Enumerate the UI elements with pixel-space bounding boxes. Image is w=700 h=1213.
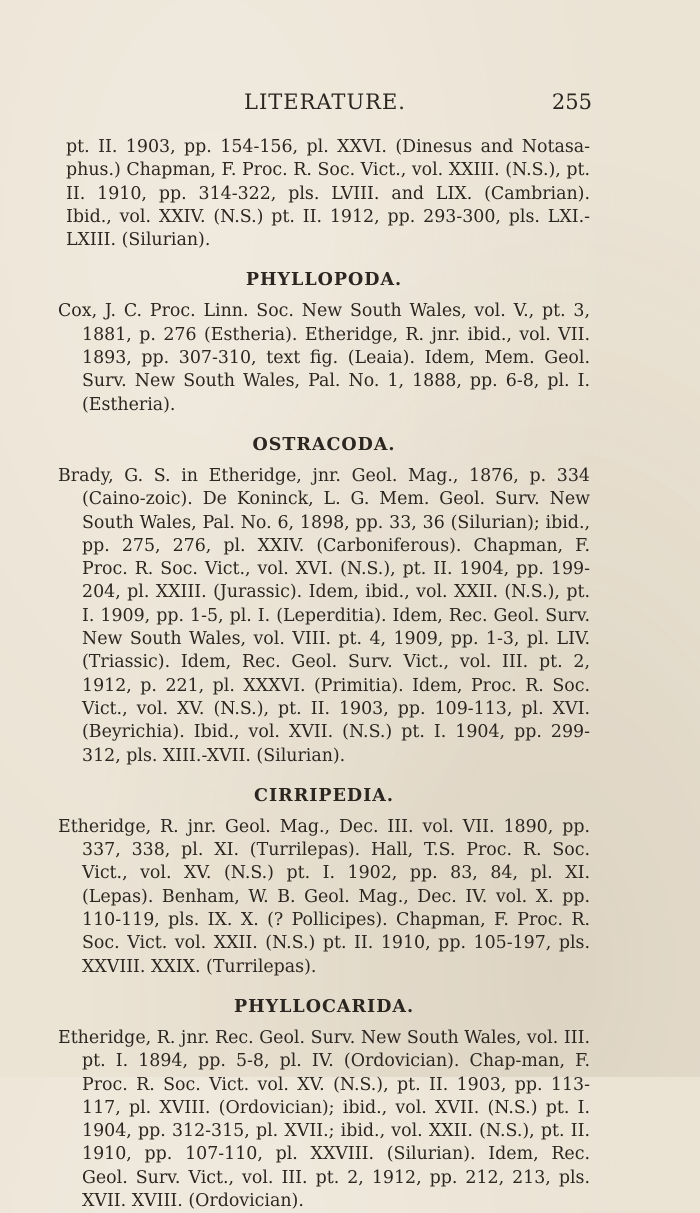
section-heading: PHYLLOCARIDA.: [233, 996, 415, 1017]
page-body: [58, 136, 590, 1213]
bibliography-entry: Etheridge, R. jnr. Rec. Geol. Surv. New South Wales, vol. III. pt. I. 1894, pp. 5-8, pl. IV. (Ordovician). Chap-man, F. Proc. R. Soc. Vict. vol. XV. (N.S.), pt. II. 1903, pp. 113-117, pl. XVIII. (Ordovician); ibid., vol. XVII. (N.S.) pt. I. 1904, pp. 312-315, pl. XVII.; ibid., vol. XXII. (N.S.), pt. II. 1910, pp. 107-110, pl. XXVIII. (Silurian). Idem, Rec. Geol. Surv. Vict., vol. III. pt. 2, 1912, pp. 212, 213, pls. XVII. XVIII. (Ordovician).: [58, 1027, 590, 1211]
section-heading: OSTRACODA.: [252, 434, 396, 455]
bibliography-entry: Etheridge, R. jnr. Geol. Mag., Dec. III. vol. VII. 1890, pp. 337, 338, pl. XI. (Turrilepas). Hall, T.S. Proc. R. Soc. Vict., vol. XV. (N.S.) pt. I. 1902, pp. 83, 84, pl. XI. (Lepas). Benham, W. B. Geol. Mag., Dec. IV. vol. X. pp. 110-119, pls. IX. X. (? Pollicipes). Chapman, F. Proc. R. Soc. Vict. vol. XXII. (N.S.) pt. II. 1910, pp. 105-197, pls. XXVIII. XXIX. (Turrilepas).: [58, 816, 590, 977]
running-title: LITERATURE.: [244, 90, 406, 114]
section-ostracoda: [58, 417, 590, 768]
continued-entry: pt. II. 1903, pp. 154-156, pl. XXVI. (Dinesus and Notasa-phus.) Chapman, F. Proc. R. Soc. Vict., vol. XXIII. (N.S.), pt. II. 1910, pp. 314-322, pls. LVIII. and LIX. (Cambrian). Ibid., vol. XXIV. (N.S.) pt. II. 1912, pp. 293-300, pls. LXI.-LXIII. (Silurian).: [66, 137, 590, 251]
section-phyllocarida: [58, 979, 590, 1213]
section-cirripedia: [58, 768, 590, 979]
section-phyllopoda: [58, 252, 590, 416]
section-heading: CIRRIPEDIA.: [254, 785, 394, 806]
bibliography-entry: Cox, J. C. Proc. Linn. Soc. New South Wales, vol. V., pt. 3, 1881, p. 276 (Estheria). Etheridge, R. jnr. ibid., vol. VII. 1893, pp. 307-310, text fig. (Leaia). Idem, Mem. Geol. Surv. New South Wales, Pal. No. 1, 1888, pp. 6-8, pl. I. (Estheria).: [58, 301, 590, 415]
section-heading: PHYLLOPODA.: [245, 270, 403, 291]
running-head: [58, 90, 592, 120]
page-number: 255: [551, 90, 592, 114]
bibliography-entry: Brady, G. S. in Etheridge, jnr. Geol. Mag., 1876, p. 334 (Caino-zoic). De Koninck, L. G. Mem. Geol. Surv. New South Wales, Pal. No. 6, 1898, pp. 33, 36 (Silurian); ibid., pp. 275, 276, pl. XXIV. (Carboniferous). Chapman, F. Proc. R. Soc. Vict., vol. XVI. (N.S.), pt. II. 1904, pp. 199-204, pl. XXIII. (Jurassic). Idem, ibid., vol. XXII. (N.S.), pt. I. 1909, pp. 1-5, pl. I. (Leperditia). Idem, Rec. Geol. Surv. New South Wales, vol. VIII. pt. 4, 1909, pp. 1-3, pl. LIV. (Triassic). Idem, Rec. Geol. Surv. Vict., vol. III. pt. 2, 1912, p. 221, pl. XXXVI. (Primitia). Idem, Proc. R. Soc. Vict., vol. XV. (N.S.), pt. II. 1903, pp. 109-113, pl. XVI. (Beyrichia). Ibid., vol. XVII. (N.S.) pt. I. 1904, pp. 299-312, pls. XIII.-XVII. (Silurian).: [58, 465, 590, 766]
